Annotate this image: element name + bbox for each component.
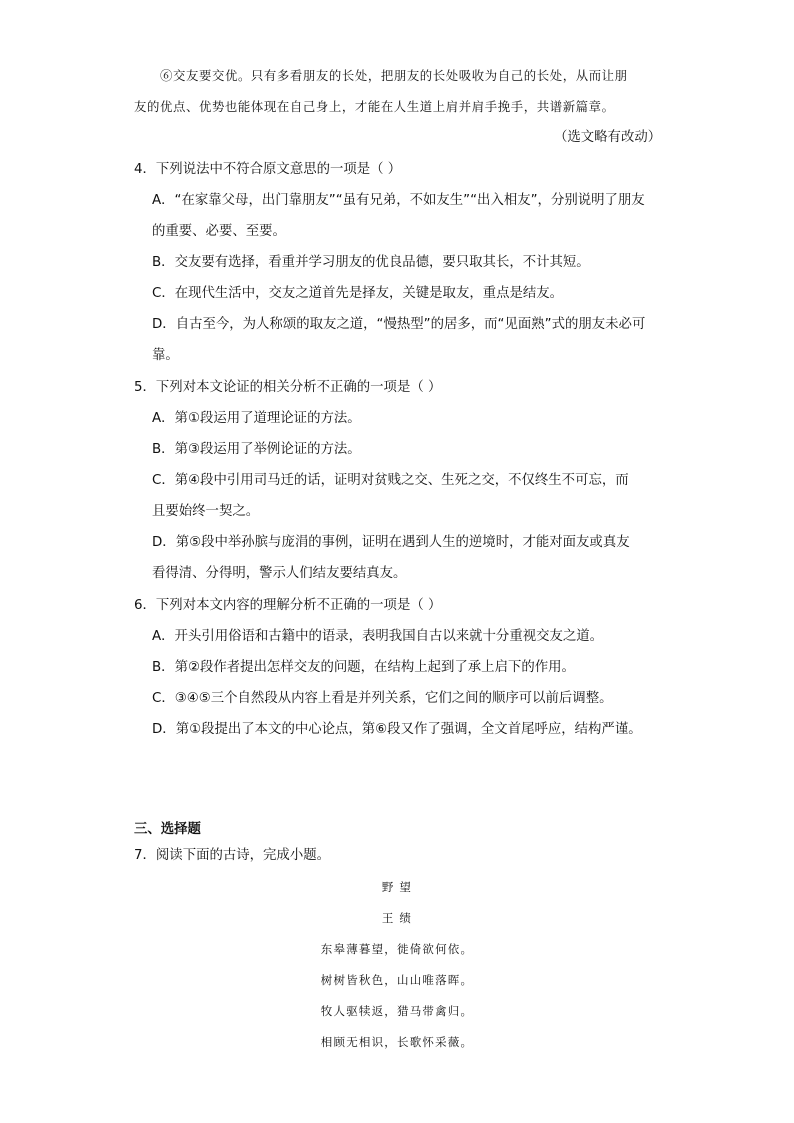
question-4-option-a-line-2: 的重要、必要、至要。	[152, 224, 286, 239]
poem-author: 王 绩	[381, 911, 413, 925]
question-5-option-b: B．第③段运用了举例论证的方法。	[152, 442, 361, 457]
poem-line-4: 相顾无相识，长歌怀采薇。	[320, 1035, 474, 1049]
question-4-option-d-line-1: D．自古至今，为人称颂的取友之道，“慢热型”的居多，而“见面熟”式的朋友未必可	[152, 317, 646, 332]
poem-line-2: 树树皆秋色，山山唯落晖。	[320, 973, 474, 987]
question-6-option-c: C．③④⑤三个自然段从内容上看是并列关系，它们之间的顺序可以前后调整。	[152, 691, 613, 706]
source-note: （选文略有改动）	[554, 130, 662, 145]
question-6-stem: 6．下列对本文内容的理解分析不正确的一项是（ ）	[134, 598, 442, 613]
question-5-option-d-line-1: D．第⑤段中举孙膑与庞涓的事例，证明在遇到人生的逆境时，才能对面友或真友	[152, 535, 630, 550]
question-4-option-c: C．在现代生活中，交友之道首先是择友，关键是取友，重点是结友。	[152, 286, 564, 301]
question-4-option-d-line-2: 靠。	[152, 348, 179, 363]
question-4-option-a-line-1: A．“在家靠父母，出门靠朋友”“虽有兄弟，不如友生”“出入相友”，分别说明了朋友	[152, 193, 645, 208]
question-6-option-b: B．第②段作者提出怎样交友的问题，在结构上起到了承上启下的作用。	[152, 660, 575, 675]
question-5-stem: 5．下列对本文论证的相关分析不正确的一项是（ ）	[134, 380, 442, 395]
question-6-option-a: A．开头引用俗语和古籍中的语录，表明我国自古以来就十分重视交友之道。	[152, 629, 604, 644]
question-5-option-a: A．第①段运用了道理论证的方法。	[152, 411, 361, 426]
passage-paragraph-6-line-2: 友的优点、优势也能体现在自己身上，才能在人生道上肩并肩手挽手，共谱新篇章。	[134, 99, 615, 114]
question-7-stem: 7．阅读下面的古诗，完成小题。	[134, 848, 330, 863]
passage-paragraph-6-line-1: ⑥交友要交优。只有多看朋友的长处，把朋友的长处吸收为自己的长处，从而让朋	[160, 68, 628, 83]
question-5-option-c-line-2: 且要始终一契之。	[152, 504, 260, 519]
question-4-option-b: B．交友要有选择，看重并学习朋友的优良品德，要只取其长，不计其短。	[152, 255, 590, 270]
poem-line-1: 东皋薄暮望，徙倚欲何依。	[320, 942, 474, 956]
poem-line-3: 牧人驱犊返，猎马带禽归。	[320, 1004, 474, 1018]
question-6-option-d: D．第①段提出了本文的中心论点，第⑥段又作了强调，全文首尾呼应，结构严谨。	[152, 722, 642, 737]
poem-title: 野 望	[381, 880, 413, 894]
question-4-stem: 4．下列说法中不符合原文意思的一项是（ ）	[134, 162, 402, 177]
section-heading: 三、选择题	[134, 822, 201, 837]
question-5-option-d-line-2: 看得清、分得明，警示人们结友要结真友。	[152, 566, 407, 581]
question-5-option-c-line-1: C．第④段中引用司马迁的话，证明对贫贱之交、生死之交，不仅终生不可忘，而	[152, 473, 629, 488]
